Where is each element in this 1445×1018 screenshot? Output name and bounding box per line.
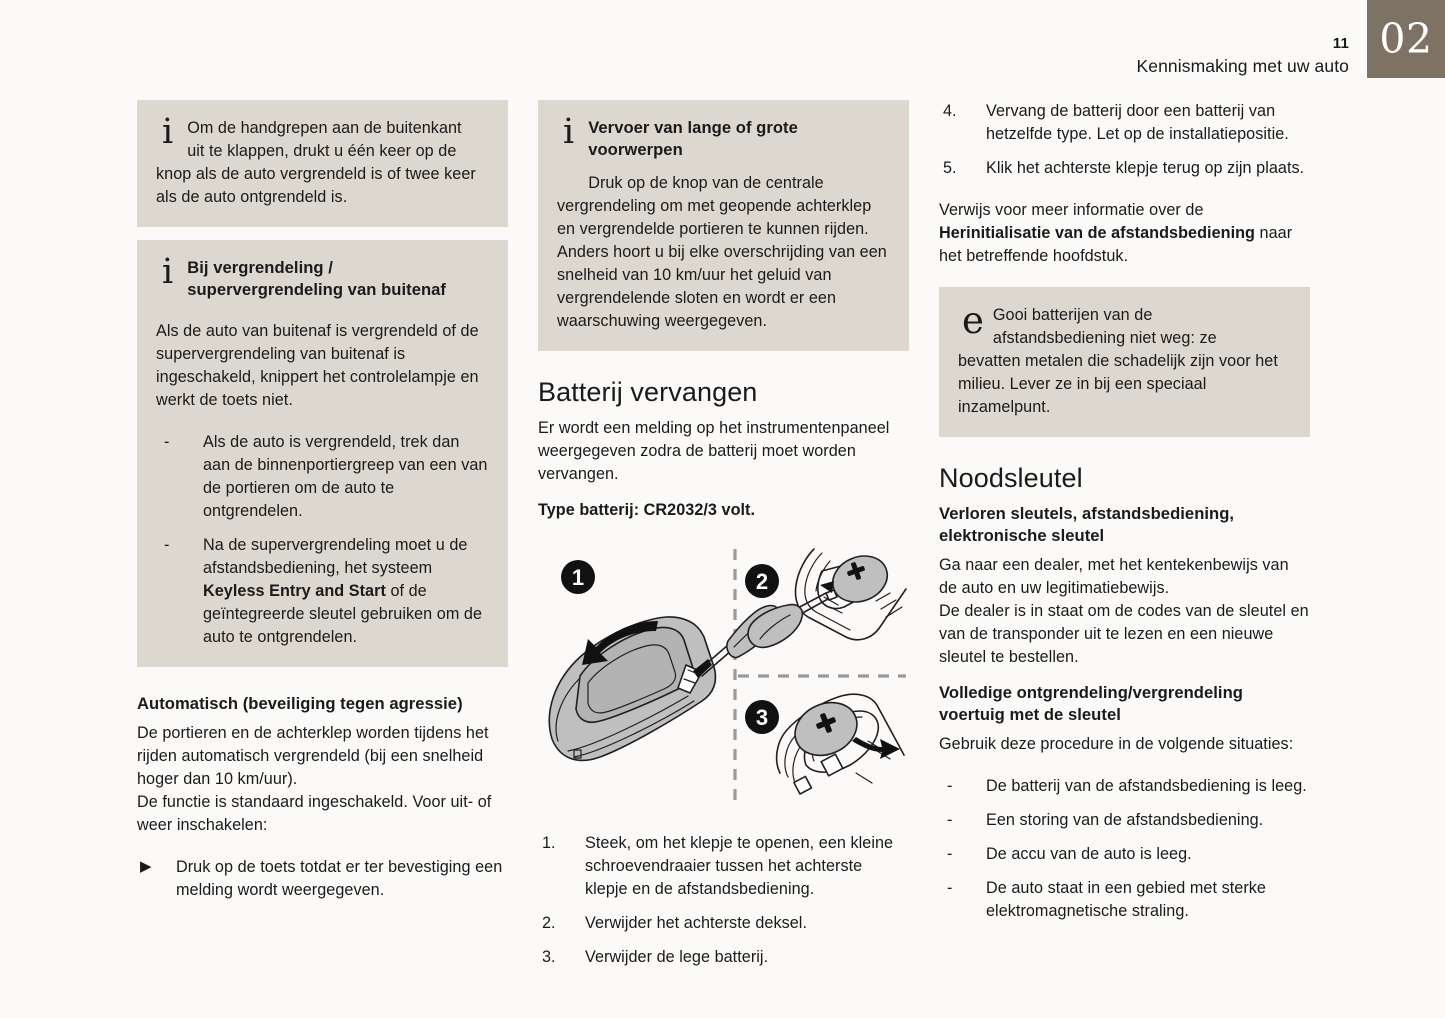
column-1 [137,100,508,969]
info-icon: i [563,112,575,152]
step-number: 5. [943,159,957,177]
infobox-heading: Bij vergrendeling / supervergrendeling van buitenaf [187,258,447,300]
list-item [538,946,909,969]
battery-steps-list-part2 [939,100,1310,180]
reference-paragraph [939,199,1310,268]
eco-icon: e [962,299,984,342]
list-item-text: Verwijder de lege batterij. [585,948,769,967]
list-item-text: De auto staat in een gebied met sterke elektromagnetische straling. [986,879,1266,921]
list-item [939,809,1310,832]
paragraph-automatisch-1: De portieren en de achterklep worden tijdens het rijden automatisch vergrendeld (bij een snelheid hoger dan 10 km/uur). [137,724,489,789]
panel-3-illustration [745,693,904,794]
list-item-text: Een storing van de afstandsbediening. [986,811,1264,830]
info-icon: i [162,252,174,292]
info-icon: i [162,112,174,152]
reference-text-bold: Herinitialisatie van de afstandsbediening [939,224,1255,242]
paragraph-verloren-2: De dealer is in staat om de codes van de sleutel en van de transponder uit te lezen en een nieuwe sleutel te bestellen. [939,602,1309,667]
section-title-noodsleutel: Noodsleutel [939,463,1083,493]
chapter-number: 02 [1379,14,1433,63]
list-item [939,100,1310,146]
paragraph-verloren-1: Ga naar een dealer, met het kentekenbewijs van de auto en uw legitimatiebewijs. [939,556,1289,598]
list-item-text: Vervang de batterij door een batterij van hetzelfde type. Let op de installatiepositie. [986,102,1289,143]
list-item [939,843,1310,866]
header-title: Kennismaking met uw auto [1136,55,1349,76]
arrow-marker: ▶ [140,858,152,876]
infobox-line-1: Gooi batterijen van de [992,306,1153,324]
panel-2-illustration [745,548,906,647]
heading-verloren-sleutels: Verloren sleutels, afstandsbediening, elektronische sleutel [939,504,1235,546]
step-number: 3. [542,948,556,967]
page-header [1136,36,1349,77]
paragraph-automatisch-2: De functie is standaard ingeschakeld. Voor uit- of weer inschakelen: [137,793,492,835]
infobox-locking-from-outside [137,240,508,667]
list-item-text: Klik het achterste klepje terug op zijn plaats. [986,159,1305,177]
list-item-text: De accu van de auto is leeg. [986,845,1192,864]
list-item [156,534,489,649]
paragraph-volledige: Gebruik deze procedure in de volgende situaties: [939,735,1294,754]
infobox-line-1: Druk op de knop van de centrale [588,174,824,193]
list-item [939,157,1310,180]
infobox-body: knop als de auto vergrendeld is of twee keer als de auto ontgrendeld is. [156,165,476,206]
infobox-door-handles [137,100,508,227]
paragraph-batterij: Er wordt een melding op het instrumentenpaneel weergegeven zodra de batterij moet worden vervangen. [538,419,890,484]
dash-marker: - [164,433,170,452]
list-item [939,877,1310,923]
list-item [156,431,489,523]
list-item [538,832,909,901]
step-number: 4. [943,102,957,120]
page-number: 11 [1332,35,1349,52]
reference-text-before: Verwijs voor meer informatie over de [939,201,1204,219]
reference-text-after: naar het betreffende hoofdstuk. [939,224,1293,265]
svg-text:2: 2 [755,569,769,595]
infobox-line-1: Om de handgrepen aan de buitenkant [187,119,462,137]
infobox-heading: Vervoer van lange of grote voorwerpen [588,118,798,160]
column-2 [538,100,909,969]
dash-marker: - [947,811,953,830]
dash-marker: - [947,879,953,898]
panel-1-illustration [549,560,779,760]
chapter-tab [1367,0,1445,78]
situations-list [939,775,1310,923]
list-item [939,775,1310,798]
list-item-text-before: Na de supervergrendeling moet u de afstandsbediening, het systeem [203,536,468,578]
infobox-bullet-list [156,431,489,649]
battery-type: Type batterij: CR2032/3 volt. [538,501,756,520]
svg-text:1: 1 [571,565,585,591]
action-list [137,856,508,902]
list-item-text-after: of de geïntegreerde sleutel gebruiken om de auto te ontgrendelen. [203,582,483,647]
infobox-battery-disposal [939,287,1310,437]
column-3 [939,100,1310,969]
infobox-body: Als de auto van buitenaf is vergrendeld of de supervergrendeling van buitenaf is ingeschakeld, knippert het controlelampje en werkt de toets niet. [156,322,479,410]
section-title-batterij: Batterij vervangen [538,377,758,408]
infobox-line-2: afstandsbediening niet weg: ze [992,329,1217,347]
heading-volledige-ontgrendeling: Volledige ontgrendeling/vergrendeling voertuig met de sleutel [939,683,1243,725]
list-item-text-bold: Keyless Entry and Start [203,582,386,601]
dash-marker: - [164,536,170,555]
list-item [538,912,909,935]
infobox-body: bevatten metalen die schadelijk zijn voor het milieu. Lever ze in bij een speciaal inzamelpunt. [958,352,1278,416]
infobox-long-objects [538,100,909,351]
svg-text:3: 3 [755,705,769,731]
list-item-text: De batterij van de afstandsbediening is leeg. [986,777,1307,796]
dash-marker: - [947,777,953,796]
infobox-line-2: uit te klappen, drukt u één keer op de [187,142,457,160]
heading-automatisch: Automatisch (beveiliging tegen agressie) [137,694,463,714]
list-item-text: Als de auto is vergrendeld, trek dan aan de binnenportiergreep van een van de portieren om de auto te ontgrendelen. [203,433,488,521]
list-item-text: Verwijder het achterste deksel. [585,914,807,933]
step-number: 2. [542,914,556,933]
step-number: 1. [542,834,556,853]
content-columns [137,100,1312,969]
key-fob-battery-replacement-diagram [538,541,909,813]
infobox-body: vergrendeling om met geopende achterklep en vergrendelde portieren te kunnen rijden. Anders hoort u bij elke overschrijding van een snelheid van 10 km/uur het geluid van vergrendelende sloten en wordt er een waarschuwing weergegeven. [557,197,887,331]
list-item [137,856,508,902]
battery-steps-list-part1 [538,832,909,969]
list-item-text: Druk op de toets totdat er ter bevestiging een melding wordt weergegeven. [176,858,503,900]
list-item-text: Steek, om het klepje te openen, een kleine schroevendraaier tussen het achterste klepje en de afstandsbediening. [585,834,894,899]
dash-marker: - [947,845,953,864]
